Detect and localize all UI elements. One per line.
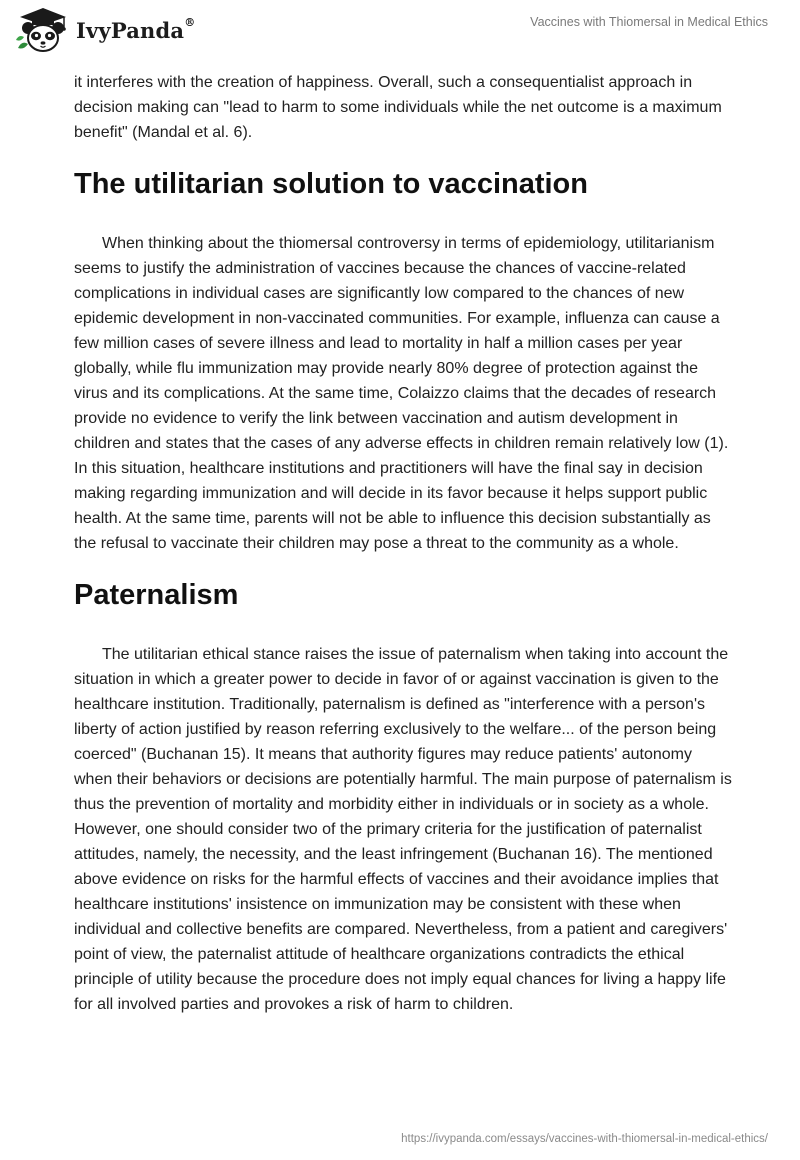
intro-paragraph: it interferes with the creation of happiness. Overall, such a consequentialist approach in decision making can "lead to harm to some individuals while the net outcome is a maximum benefit" (Mandal et al. 6). xyxy=(74,74,722,141)
section-paragraph-paternalism: The utilitarian ethical stance raises the issue of paternalism when taking into account the situation in which a greater power to decide in favor of or against vaccination is given to the healthcare institution. Traditionally, paternalism is defined as "interference with a person's liberty of action justified by reason referring exclusively to the welfare... of the person being coerced" (Buchanan 15). It means that authority figures may reduce patients' autonomy when their behaviors or decisions are potentially harmful. The main purpose of paternalism is thus the prevention of mortality and morbidity either in individuals or in society as a whole. However, one should consider two of the primary criteria for the justification of paternalist attitudes, namely, the necessity, and the least infringement (Buchanan 16). The mentioned above evidence on risks for the harmful effects of vaccines and their avoidance implies that healthcare institutions' insistence on immunization may be consistent with these when individual and collective benefits are compared. Nevertheless, from a patient and caregivers' point of view, the paternalist attitude of healthcare organizations contradicts the ethical principle of utility because the procedure does not imply equal chances for living a happy life for all involved parties and provokes a risk of harm to children. xyxy=(74,646,732,1013)
section-heading-paternalism: Paternalism xyxy=(74,579,239,611)
section-heading-utilitarian: The utilitarian solution to vaccination xyxy=(74,168,588,200)
section-paragraph-utilitarian: When thinking about the thiomersal controversy in terms of epidemiology, utilitarianism seems to justify the administration of vaccines because the chances of vaccine-related complications in individual cases are significantly low compared to the chances of new epidemic development in non-vaccinated communities. For example, influenza can cause a few million cases of severe illness and lead to mortality in half a million cases per year globally, while flu immunization may provide nearly 80% degree of protection against the virus and its complications. At the same time, Colaizzo claims that the decades of research provide no evidence to verify the link between vaccination and autism development in children and states that the cases of any adverse effects in children remain relatively low (1). In this situation, healthcare institutions and practitioners will have the final say in decision making regarding immunization and will decide in its favor because it helps support public health. At the same time, parents will not be able to influence this decision substantially as the refusal to vaccinate their children may pose a threat to the community as a whole. xyxy=(74,235,729,552)
article-body xyxy=(74,70,734,1017)
source-url[interactable]: https://ivypanda.com/essays/vaccines-with-thiomersal-in-medical-ethics/ xyxy=(401,1133,768,1145)
ivypanda-logo[interactable] xyxy=(14,6,195,54)
panda-graduate-icon xyxy=(14,6,72,54)
document-title: Vaccines with Thiomersal in Medical Ethics xyxy=(530,15,768,29)
brand-name: IvyPanda® xyxy=(76,15,196,43)
page-header xyxy=(0,0,800,62)
